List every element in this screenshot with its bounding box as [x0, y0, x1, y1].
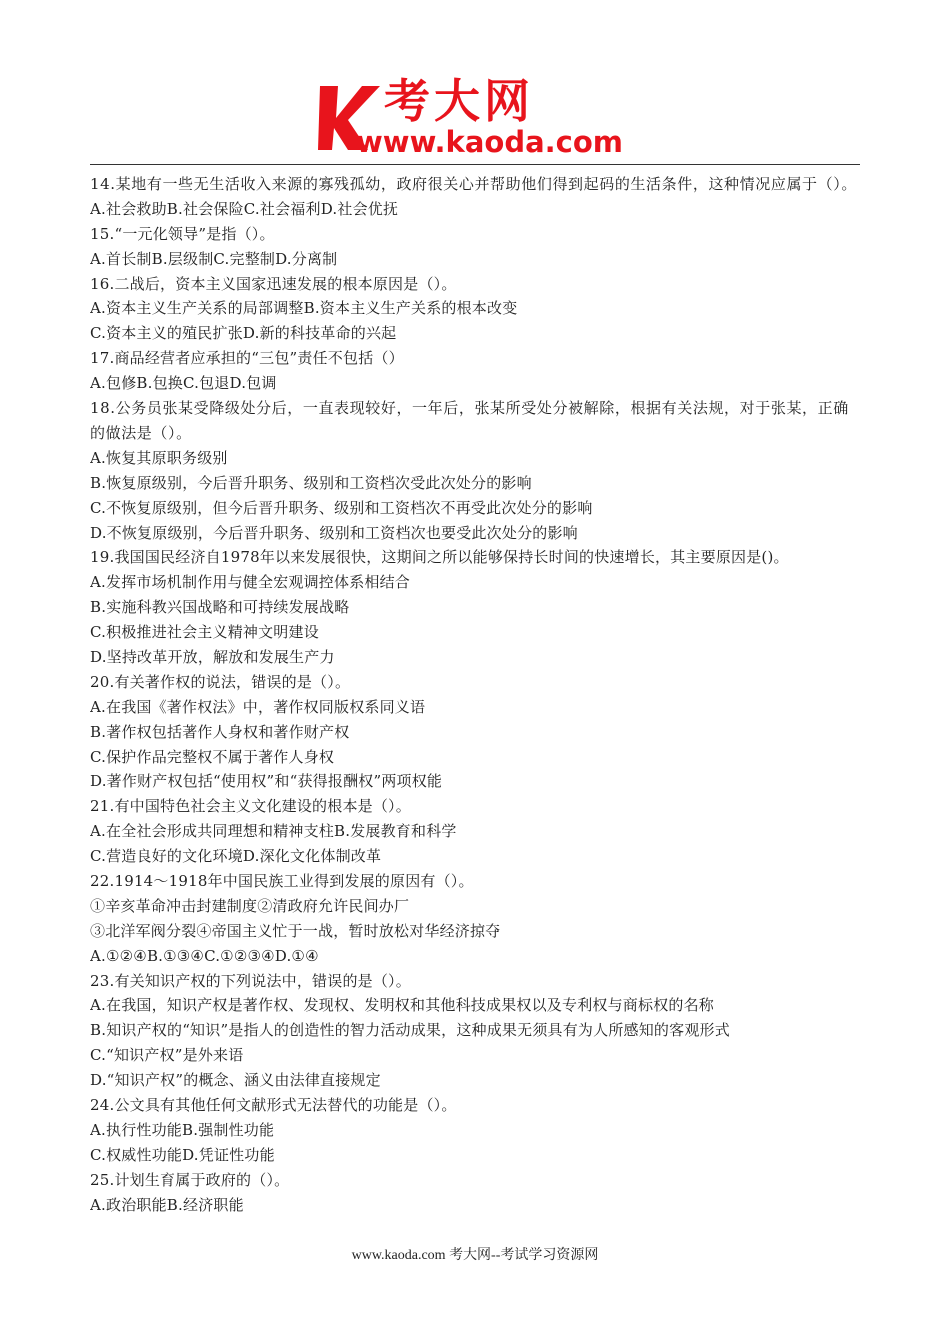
- question-content: [90, 172, 862, 1217]
- question-14: 14.某地有一些无生活收入来源的寡残孤幼，政府很关心并帮助他们得到起码的生活条件，这种情况应属于（）。: [90, 175, 857, 193]
- options-17: A.包修B.包换C.包退D.包调: [90, 374, 277, 393]
- option-19-c: C.积极推进社会主义精神文明建设: [90, 623, 319, 642]
- option-20-d: D.著作财产权包括“使用权”和“获得报酬权”两项权能: [90, 772, 443, 791]
- options-15: A.首长制B.层级制C.完整制D.分离制: [90, 249, 338, 268]
- option-18-c: C.不恢复原级别，但今后晋升职务、级别和工资档次不再受此次处分的影响: [90, 498, 593, 517]
- option-23-d: D.“知识产权”的概念、涵义由法律直接规定: [90, 1071, 381, 1090]
- page-header: [0, 0, 950, 168]
- option-18-a: A.恢复其原职务级别: [90, 448, 228, 467]
- logo-url: www.kaoda.com: [356, 125, 623, 159]
- header-divider: [90, 164, 860, 165]
- option-19-a: A.发挥市场机制作用与健全宏观调控体系相结合: [90, 573, 411, 592]
- question-21: 21.有中国特色社会主义文化建设的根本是（）。: [90, 797, 411, 816]
- kaoda-logo: [318, 74, 638, 160]
- question-24: 24.公文具有其他任何文献形式无法替代的功能是（）。: [90, 1096, 457, 1114]
- logo-title: 考大网: [384, 74, 534, 128]
- option-20-a: A.在我国《著作权法》中，著作权同版权系同义语: [90, 697, 426, 716]
- options-22: A.①②④B.①③④C.①②③④D.①④: [90, 946, 319, 965]
- option-23-b: B.知识产权的“知识”是指人的创造性的智力活动成果，这种成果无须具有为人所感知的客观形式: [90, 1021, 730, 1040]
- question-19: 19.我国国民经济自1978年以来发展很快，这期间之所以能够保持长时间的快速增长，其主要原因是()。: [90, 548, 789, 567]
- page-footer: www.kaoda.com 考大网--考试学习资源网: [351, 1248, 599, 1263]
- options-16-cd: C.资本主义的殖民扩张D.新的科技革命的兴起: [90, 324, 397, 343]
- question-20: 20.有关著作权的说法，错误的是（）。: [90, 672, 351, 691]
- option-20-c: C.保护作品完整权不属于著作人身权: [90, 747, 335, 766]
- options-24-ab: A.执行性功能B.强制性功能: [90, 1120, 275, 1139]
- statements-22-34: ③北洋军阀分裂④帝国主义忙于一战，暂时放松对华经济掠夺: [90, 921, 501, 940]
- option-19-b: B.实施科教兴国战略和可持续发展战略: [90, 598, 350, 617]
- options-25-ab: A.政治职能B.经济职能: [90, 1195, 244, 1214]
- options-21-ab: A.在全社会形成共同理想和精神支柱B.发展教育和科学: [90, 822, 457, 841]
- question-17: 17.商品经营者应承担的“三包”责任不包括（）: [90, 349, 404, 368]
- question-22: 22.1914～1918年中国民族工业得到发展的原因有（）。: [90, 871, 474, 890]
- option-20-b: B.著作权包括著作人身权和著作财产权: [90, 722, 350, 741]
- option-18-d: D.不恢复原级别，今后晋升职务、级别和工资档次也要受此次处分的影响: [90, 523, 578, 542]
- options-21-cd: C.营造良好的文化环境D.深化文化体制改革: [90, 847, 382, 866]
- question-16: 16.二战后，资本主义国家迅速发展的根本原因是（）。: [90, 274, 457, 293]
- option-18-b: B.恢复原级别，今后晋升职务、级别和工资档次受此次处分的影响: [90, 473, 532, 492]
- option-19-d: D.坚持改革开放，解放和发展生产力: [90, 647, 335, 666]
- question-23: 23.有关知识产权的下列说法中，错误的是（）。: [90, 971, 411, 990]
- options-16-ab: A.资本主义生产关系的局部调整B.资本主义生产关系的根本改变: [90, 299, 518, 318]
- question-18: 18.公务员张某受降级处分后，一直表现较好，一年后，张某所受处分被解除，根据有关法规，对于张某，正确的做法是（）。: [90, 399, 849, 442]
- statements-22-12: ①辛亥革命冲击封建制度②清政府允许民间办厂: [90, 896, 410, 915]
- option-23-a: A.在我国，知识产权是著作权、发现权、发明权和其他科技成果权以及专利权与商标权的名称: [90, 996, 715, 1015]
- options-14: A.社会救助B.社会保险C.社会福利D.社会优抚: [90, 199, 399, 218]
- question-25: 25.计划生育属于政府的（）。: [90, 1170, 290, 1189]
- options-24-cd: C.权威性功能D.凭证性功能: [90, 1145, 275, 1164]
- question-15: 15.“一元化领导”是指（）。: [90, 224, 275, 243]
- option-23-c: C.“知识产权”是外来语: [90, 1046, 244, 1065]
